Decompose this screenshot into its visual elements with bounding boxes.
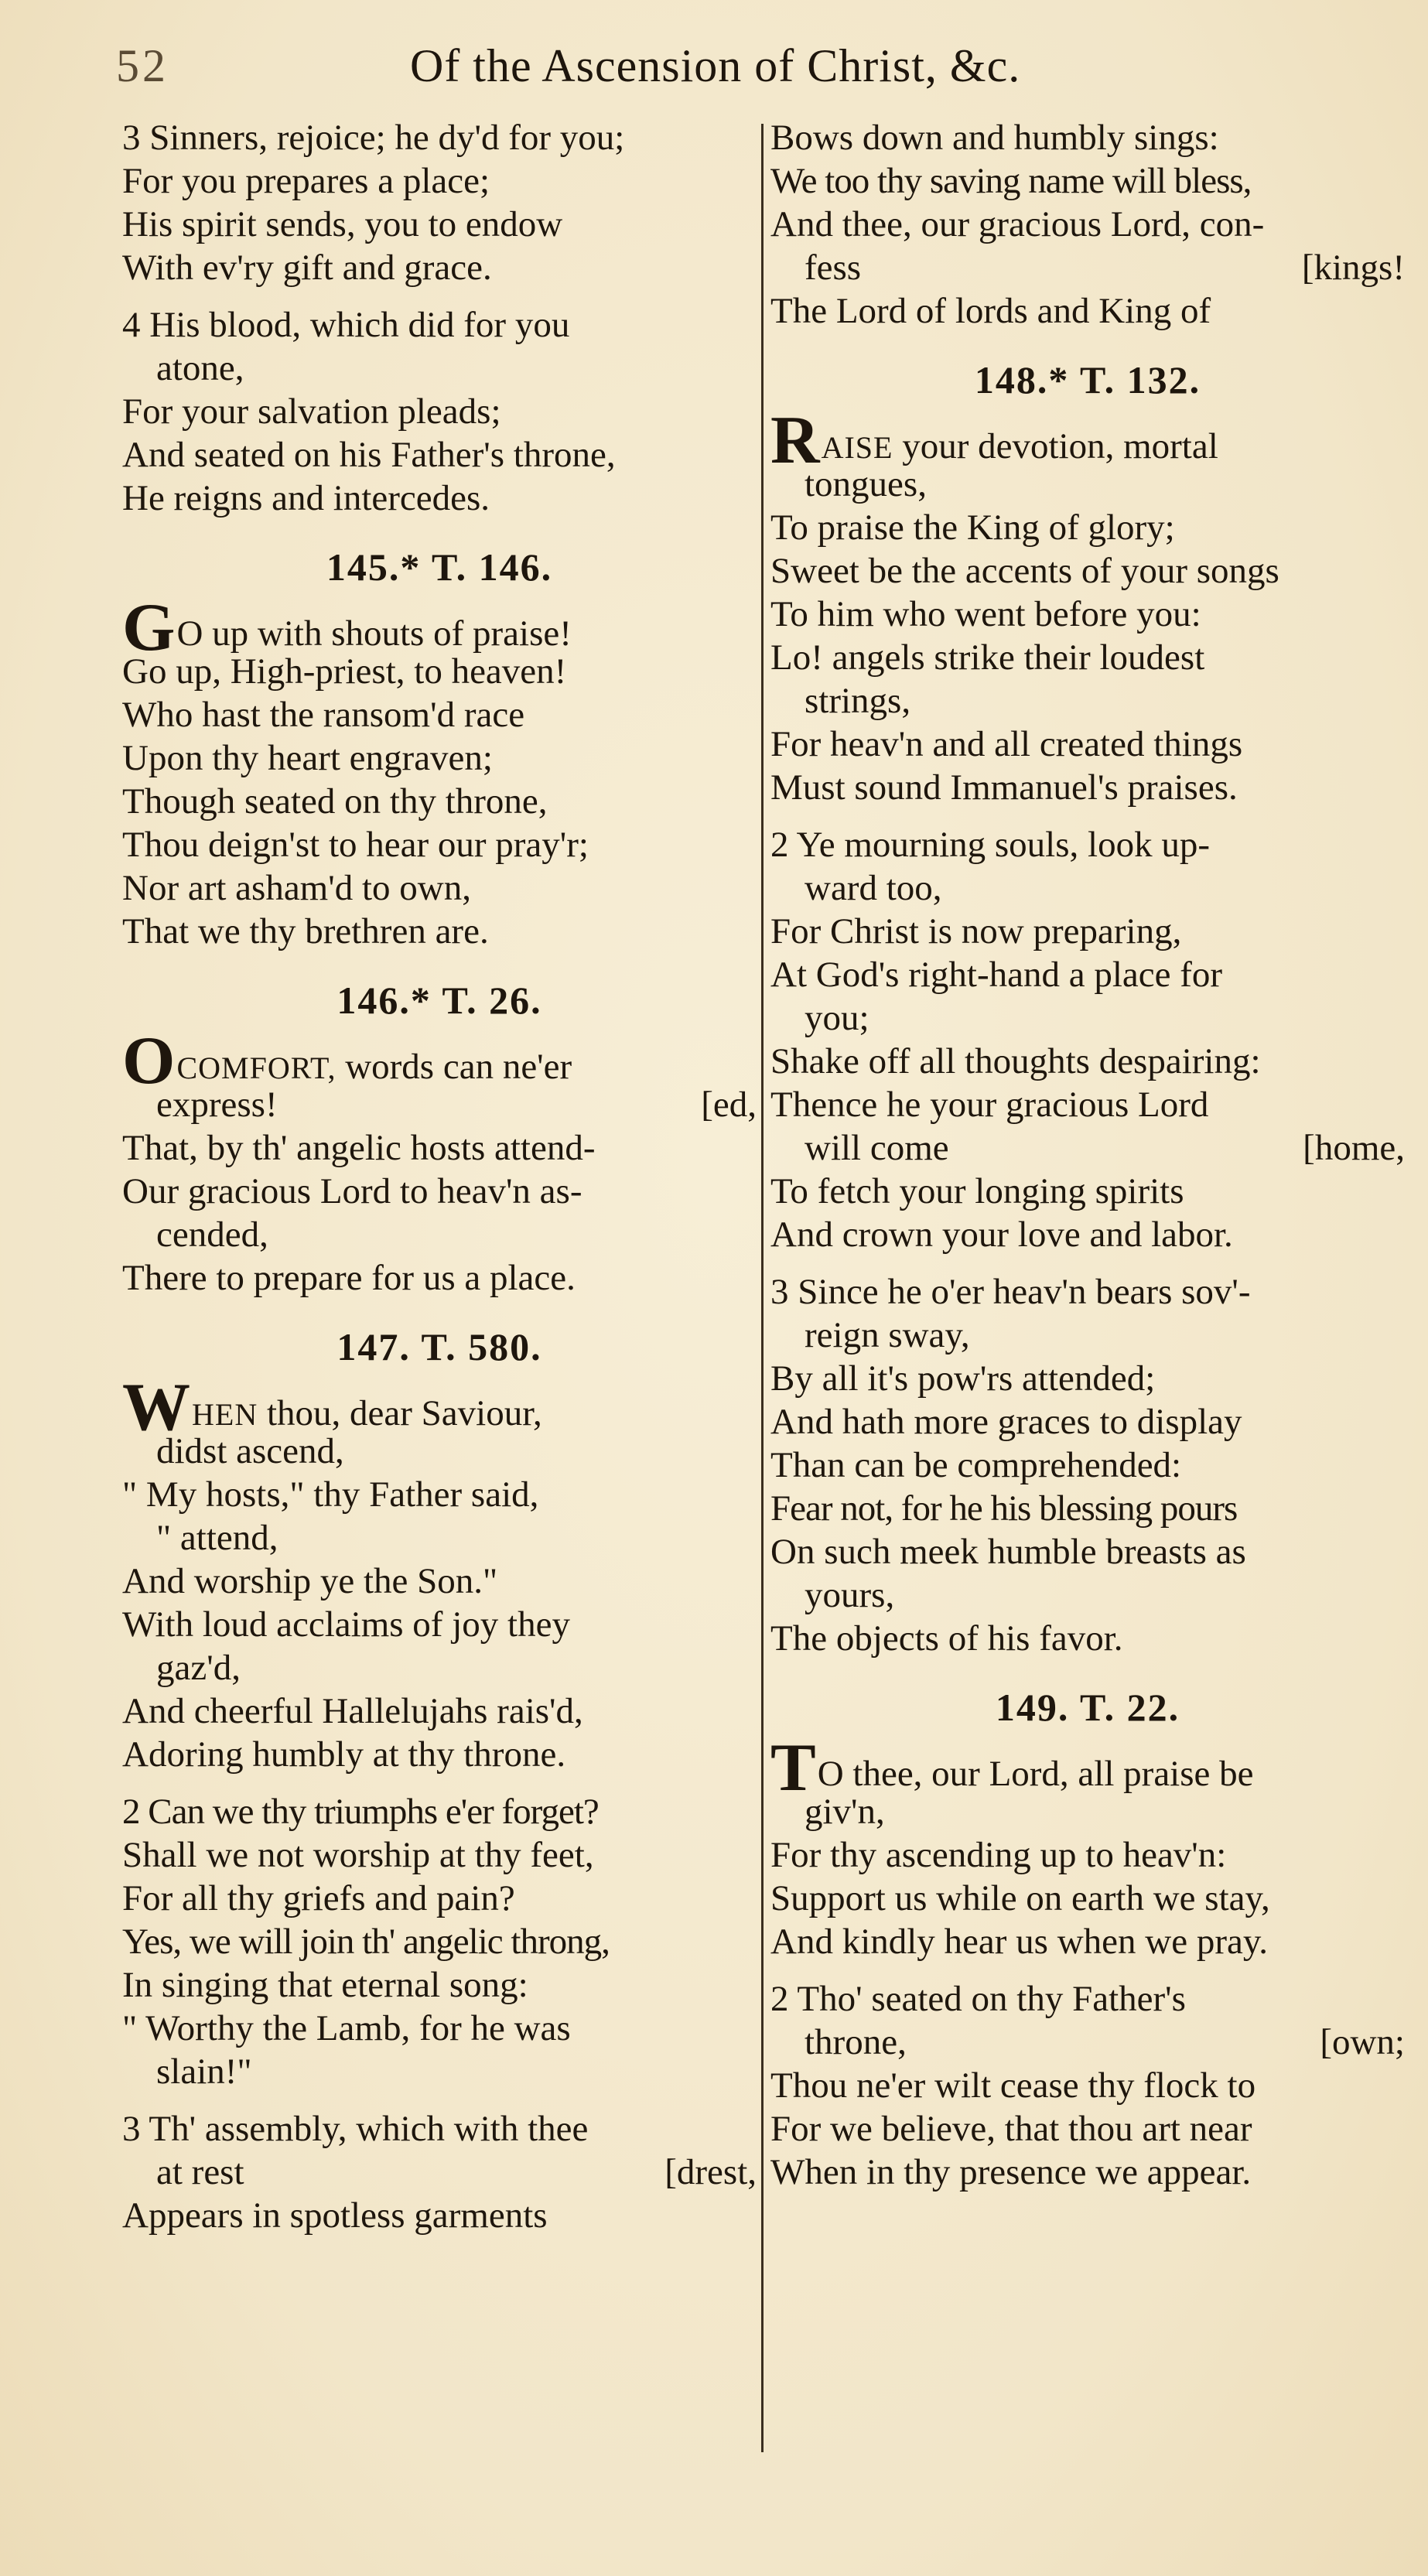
verse-line: There to prepare for us a place.: [122, 1258, 576, 1298]
hymn-148-heading: 148.* T. 132.: [974, 358, 1201, 401]
verse-line: Nor art asham'd to own,: [122, 868, 471, 908]
verse-line: For thy ascending up to heav'n:: [770, 1835, 1227, 1875]
verse-line: O thee, our Lord, all praise be: [817, 1754, 1254, 1794]
verse-line-split: [122, 1083, 757, 1126]
hymn-149-verse-2: [770, 1977, 1405, 2194]
verse-line: Thence he your gracious Lord: [770, 1085, 1209, 1125]
verse-line: strings,: [805, 681, 911, 721]
verse-line: you;: [805, 998, 869, 1038]
hymn-148: [770, 403, 1405, 809]
verse-line-split: [770, 1126, 1405, 1170]
verse-line: And crown your love and labor.: [770, 1215, 1233, 1255]
hymn-144-verse-4: [122, 303, 757, 520]
verse-line: For heav'n and all created things: [770, 724, 1243, 764]
turnover-text: [kings!: [1301, 248, 1405, 288]
verse-line: Shake off all thoughts despairing:: [770, 1041, 1261, 1081]
verse-line: His spirit sends, you to endow: [122, 204, 563, 244]
verse-line: And worship ye the Son.": [122, 1561, 498, 1601]
verse-line: yours,: [805, 1575, 895, 1615]
verse-line: ward too,: [805, 868, 942, 908]
verse-line: Yes, we will join th' angelic throng,: [122, 1922, 610, 1962]
verse-line: That, by th' angelic hosts attend-: [122, 1128, 596, 1168]
verse-line: Upon thy heart engraven;: [122, 738, 493, 778]
drop-cap: G: [122, 590, 176, 665]
hymn-146-heading: 146.* T. 26.: [337, 979, 542, 1022]
verse-line: at rest: [156, 2152, 244, 2192]
left-column: [122, 116, 757, 2251]
verse-line: 4 His blood, which did for you: [122, 305, 570, 345]
verse-line: giv'n,: [805, 1792, 885, 1832]
verse-line-split: [122, 2151, 757, 2194]
verse-line: Support us while on earth we stay,: [770, 1878, 1270, 1918]
verse-line: 3 Since he o'er heav'n bears sov'-: [770, 1272, 1251, 1312]
verse-line: For all thy griefs and pain?: [122, 1878, 515, 1918]
verse-line: express!: [156, 1085, 278, 1125]
verse-line: The Lord of lords and King of: [770, 291, 1211, 331]
hymn-147-verse-3-cont: [770, 116, 1405, 333]
verse-line: Thou ne'er wilt cease thy flock to: [770, 2065, 1256, 2106]
verse-line: To him who went before you:: [770, 594, 1201, 634]
running-title: Of the Ascension of Christ, &c.: [410, 40, 1021, 91]
verse-line: We too thy saving name will bless,: [770, 161, 1252, 201]
verse-line: your devotion, mortal: [893, 426, 1218, 466]
turnover-text: [drest,: [664, 2152, 757, 2192]
verse-line: Though seated on thy throne,: [122, 781, 548, 822]
hymn-149: [770, 1730, 1405, 1963]
verse-line: Appears in spotless garments: [122, 2195, 548, 2236]
verse-line: Thou deign'st to hear our pray'r;: [122, 825, 589, 865]
verse-line: 3 Sinners, rejoice; he dy'd for you;: [122, 118, 625, 158]
verse-line: To fetch your longing spirits: [770, 1171, 1184, 1211]
hymn-147-verse-3: [122, 2107, 757, 2237]
verse-line: Than can be comprehended:: [770, 1445, 1182, 1485]
hymn-146: [122, 1023, 757, 1300]
hymn-145-heading: 145.* T. 146.: [326, 545, 553, 589]
verse-line: And hath more graces to display: [770, 1402, 1242, 1442]
verse-line: atone,: [156, 348, 244, 388]
hymn-147-verse-2: [122, 1790, 757, 2093]
verse-line: By all it's pow'rs attended;: [770, 1358, 1156, 1399]
verse-line: Fear not, for he his blessing pours: [770, 1488, 1238, 1529]
verse-line: For Christ is now preparing,: [770, 911, 1182, 951]
verse-line: Shall we not worship at thy feet,: [122, 1835, 594, 1875]
verse-line: Sweet be the accents of your songs: [770, 551, 1279, 591]
verse-line: didst ascend,: [156, 1431, 344, 1471]
verse-line: With ev'ry gift and grace.: [122, 248, 492, 288]
small-caps-word: COMFORT,: [176, 1051, 337, 1085]
verse-line: And cheerful Hallelujahs rais'd,: [122, 1691, 583, 1731]
verse-line: The objects of his favor.: [770, 1618, 1123, 1659]
verse-line-split: [770, 2021, 1405, 2064]
verse-line: Lo! angels strike their loudest: [770, 637, 1205, 678]
verse-line: Bows down and humbly sings:: [770, 118, 1219, 158]
verse-line: Who hast the ransom'd race: [122, 695, 525, 735]
verse-line: When in thy presence we appear.: [770, 2152, 1252, 2192]
verse-line-split: [770, 246, 1405, 289]
right-column: [770, 116, 1405, 2208]
turnover-text: [own;: [1320, 2022, 1405, 2062]
hymn-144-verse-3: [122, 116, 757, 289]
verse-line: 2 Tho' seated on thy Father's: [770, 1979, 1186, 2019]
hymn-147: [122, 1370, 757, 1776]
verse-line: gaz'd,: [156, 1648, 241, 1688]
drop-cap: R: [770, 403, 820, 478]
verse-line: With loud acclaims of joy they: [122, 1604, 570, 1645]
drop-cap: T: [770, 1730, 816, 1806]
verse-line: will come: [805, 1128, 949, 1168]
verse-line: To praise the King of glory;: [770, 507, 1175, 548]
verse-line: And thee, our gracious Lord, con-: [770, 204, 1265, 244]
verse-line: That we thy brethren are.: [122, 911, 489, 951]
verse-line: Must sound Immanuel's praises.: [770, 767, 1238, 808]
turnover-text: [ed,: [701, 1085, 757, 1125]
verse-line: cended,: [156, 1215, 268, 1255]
verse-line: slain!": [156, 2052, 252, 2092]
verse-line: 3 Th' assembly, which with thee: [122, 2109, 589, 2149]
verse-line: Go up, High-priest, to heaven!: [122, 651, 567, 692]
verse-line: And seated on his Father's throne,: [122, 435, 616, 475]
verse-line: tongues,: [805, 464, 927, 504]
verse-line: 2 Can we thy triumphs e'er forget?: [122, 1792, 599, 1832]
verse-line: 2 Ye mourning souls, look up-: [770, 825, 1210, 865]
verse-line: " Worthy the Lamb, for he was: [122, 2008, 571, 2048]
hymn-145: [122, 590, 757, 953]
page-number: 52: [116, 40, 169, 91]
verse-line: At God's right-hand a place for: [770, 955, 1223, 995]
hymn-147-heading: 147. T. 580.: [337, 1325, 542, 1368]
verse-line: He reigns and intercedes.: [122, 478, 490, 518]
verse-line: reign sway,: [805, 1315, 970, 1355]
page-header: [116, 31, 1428, 101]
verse-line: For we believe, that thou art near: [770, 2109, 1252, 2149]
verse-line: thou, dear Saviour,: [258, 1393, 542, 1433]
hymn-148-verse-2: [770, 823, 1405, 1256]
verse-line: On such meek humble breasts as: [770, 1532, 1246, 1572]
verse-line: " My hosts," thy Father said,: [122, 1474, 539, 1515]
verse-line: For your salvation pleads;: [122, 391, 501, 432]
hymn-148-verse-3: [770, 1270, 1405, 1660]
verse-line: " attend,: [156, 1518, 278, 1558]
verse-line: O up with shouts of praise!: [176, 613, 572, 654]
verse-line: fess: [805, 248, 862, 288]
verse-line: throne,: [805, 2022, 907, 2062]
verse-line: In singing that eternal song:: [122, 1965, 528, 2005]
turnover-text: [home,: [1303, 1128, 1405, 1168]
small-caps-word: HEN: [192, 1397, 258, 1432]
verse-line: For you prepares a place;: [122, 161, 490, 201]
column-divider: [761, 124, 764, 2452]
verse-line: And kindly hear us when we pray.: [770, 1922, 1269, 1962]
hymn-149-heading: 149. T. 22.: [995, 1686, 1180, 1729]
small-caps-word: AISE: [821, 430, 893, 465]
verse-line: words can ne'er: [336, 1047, 572, 1087]
verse-line: Adoring humbly at thy throne.: [122, 1734, 566, 1775]
verse-line: Our gracious Lord to heav'n as-: [122, 1171, 582, 1211]
drop-cap: O: [122, 1023, 176, 1098]
drop-cap: W: [122, 1370, 190, 1445]
